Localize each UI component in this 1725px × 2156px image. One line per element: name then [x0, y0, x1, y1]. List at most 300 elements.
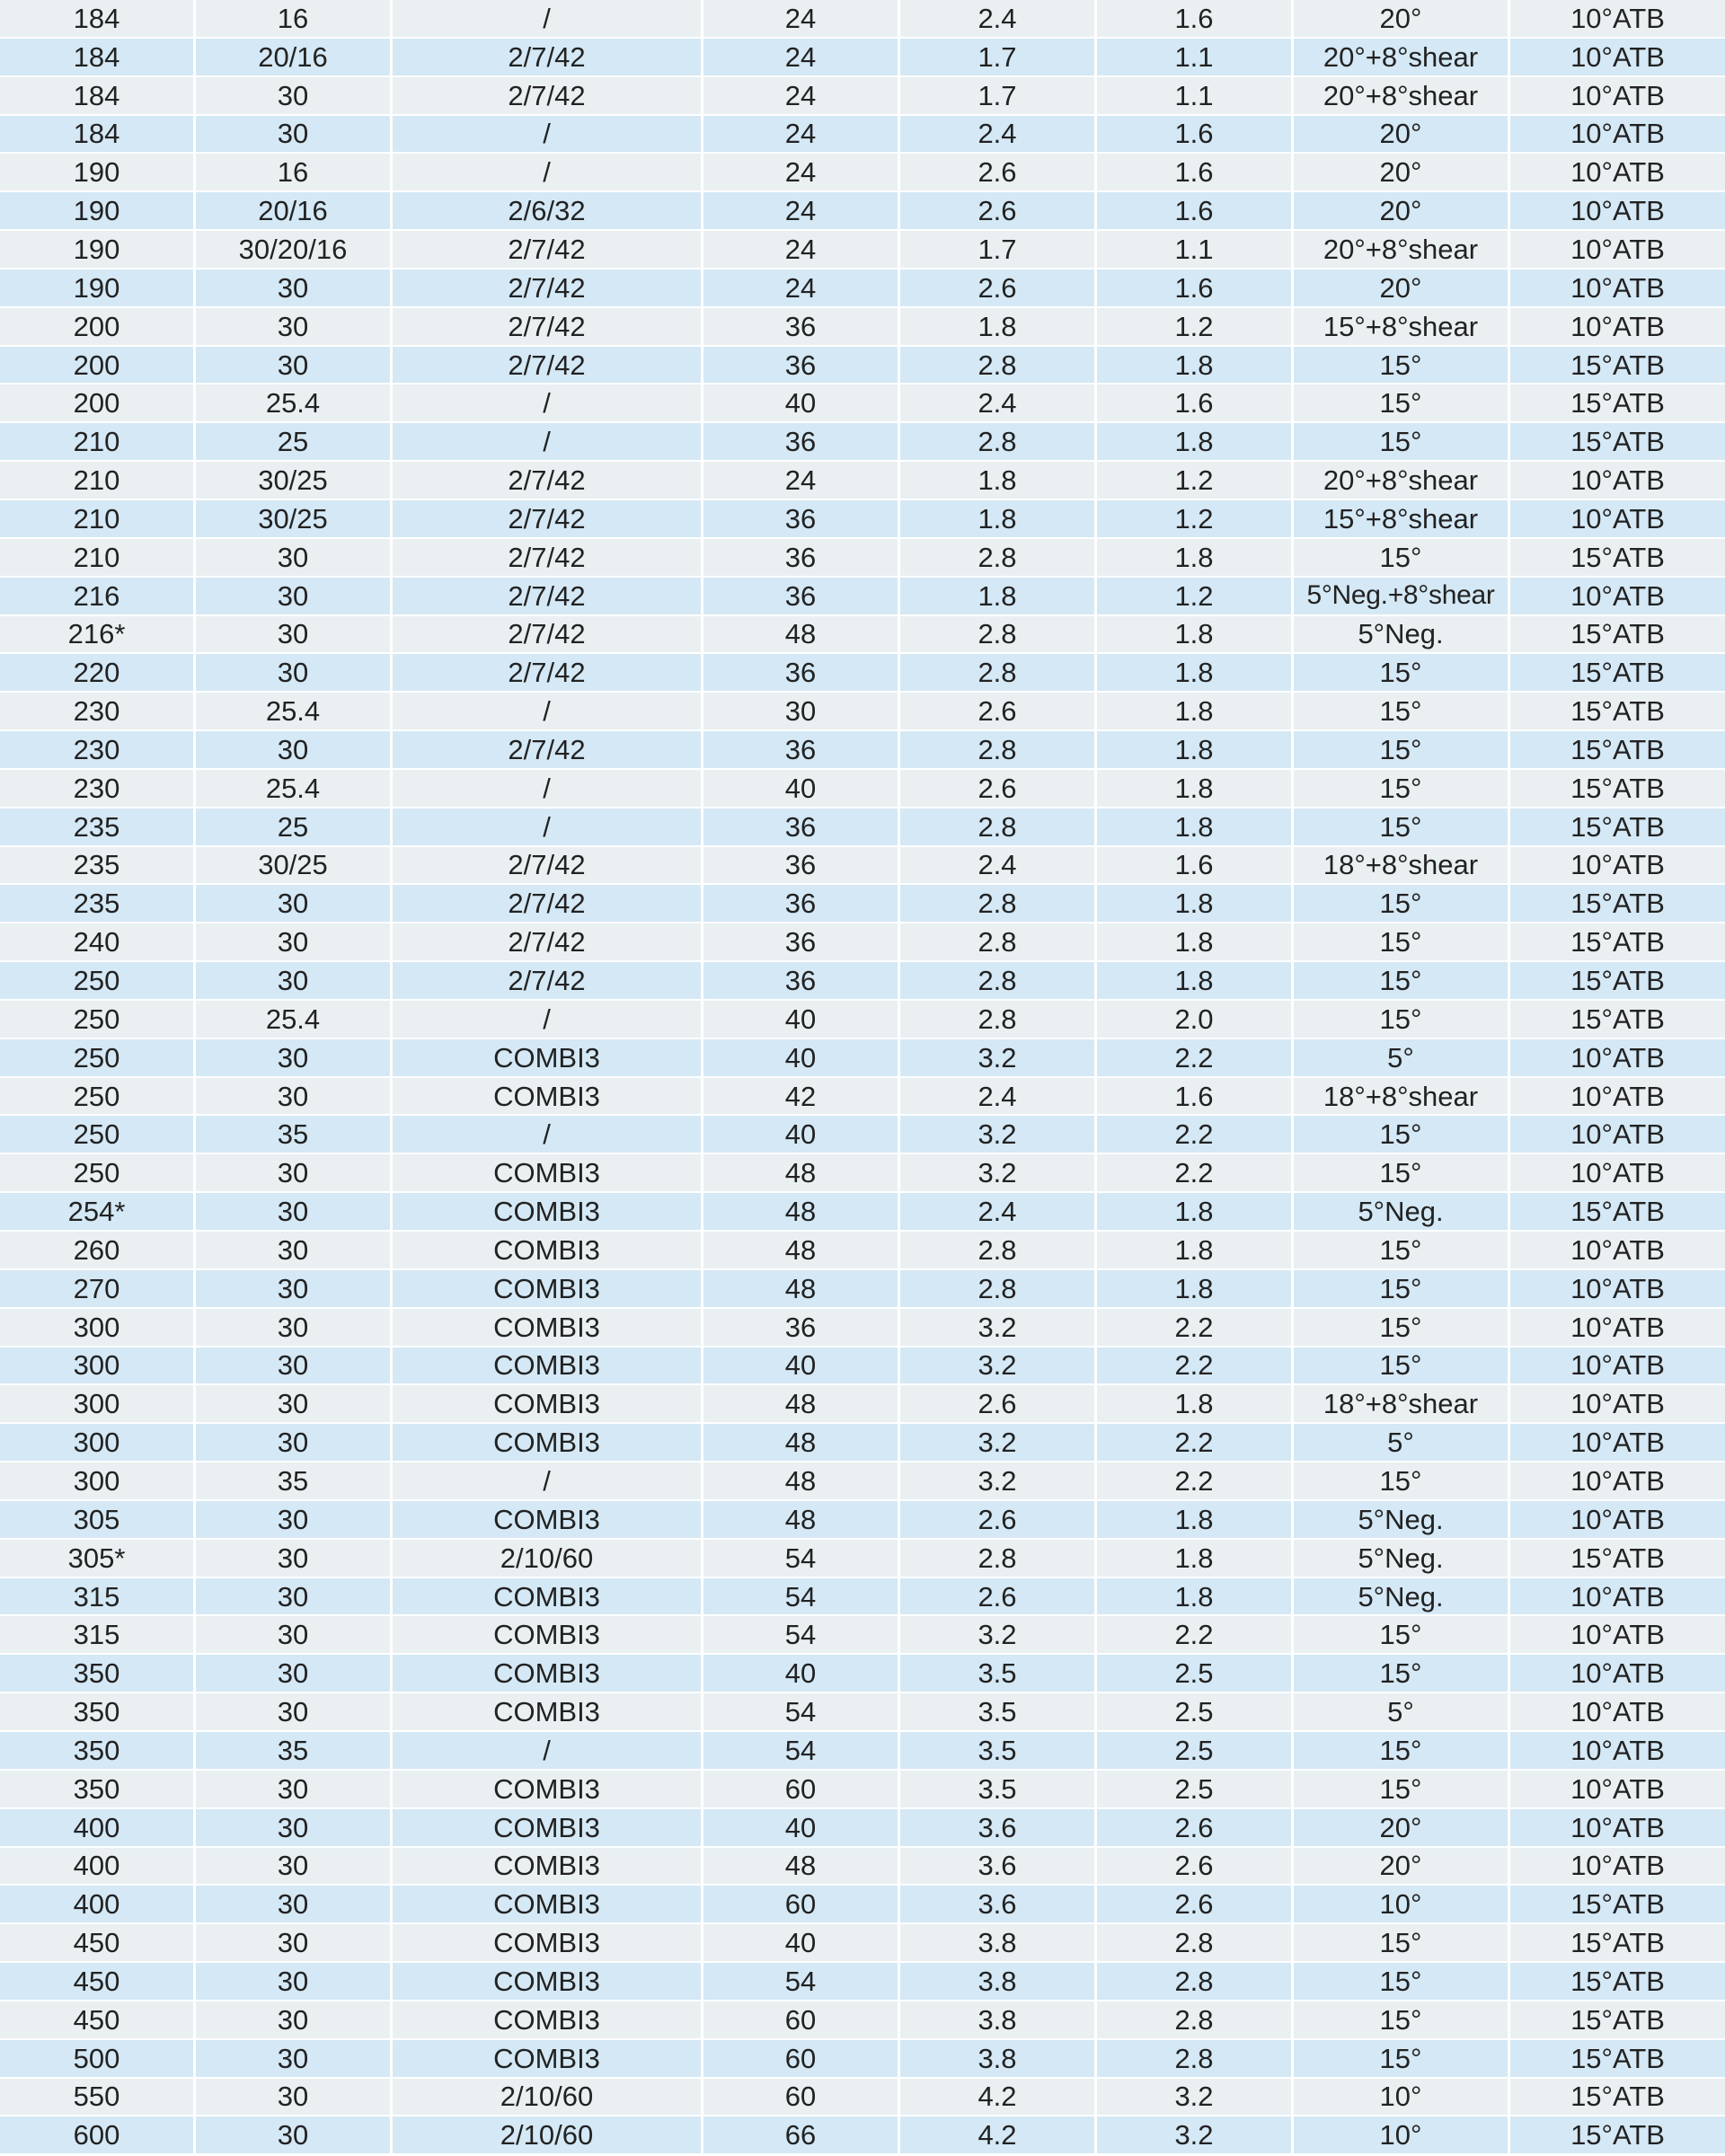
cell-teeth: 30 [703, 693, 900, 731]
cell-teeth: 48 [703, 1848, 900, 1886]
cell-teeth: 40 [703, 384, 900, 423]
table-row [0, 270, 1725, 308]
cell-kerf: 1.8 [900, 578, 1097, 616]
cell-plate: 1.2 [1097, 500, 1294, 539]
cell-diameter: 315 [0, 1616, 196, 1655]
cell-teeth: 24 [703, 77, 900, 116]
cell-diameter: 400 [0, 1809, 196, 1848]
cell-pin-holes: 2/7/42 [393, 39, 703, 77]
cell-diameter: 230 [0, 770, 196, 808]
cell-diameter: 210 [0, 500, 196, 539]
cell-diameter: 216 [0, 578, 196, 616]
cell-diameter: 200 [0, 347, 196, 385]
cell-hook-angle: 5°Neg. [1294, 1193, 1510, 1232]
cell-bore: 16 [196, 0, 393, 39]
cell-diameter: 235 [0, 885, 196, 923]
cell-bevel: 15°ATB [1510, 654, 1725, 693]
cell-bore: 25.4 [196, 693, 393, 731]
cell-teeth: 54 [703, 1540, 900, 1578]
table-row [0, 1693, 1725, 1732]
cell-bore: 30 [196, 270, 393, 308]
cell-bevel: 15°ATB [1510, 347, 1725, 385]
cell-pin-holes: COMBI3 [393, 1809, 703, 1848]
cell-diameter: 184 [0, 39, 196, 77]
cell-hook-angle: 15°+8°shear [1294, 500, 1510, 539]
cell-bore: 30 [196, 654, 393, 693]
cell-teeth: 54 [703, 1578, 900, 1617]
cell-teeth: 54 [703, 1963, 900, 2001]
cell-kerf: 2.8 [900, 423, 1097, 462]
cell-pin-holes: 2/7/42 [393, 654, 703, 693]
cell-plate: 2.8 [1097, 1963, 1294, 2001]
cell-plate: 2.2 [1097, 1462, 1294, 1501]
cell-plate: 1.2 [1097, 308, 1294, 347]
cell-kerf: 2.8 [900, 347, 1097, 385]
cell-bore: 30 [196, 2116, 393, 2155]
cell-diameter: 350 [0, 1655, 196, 1693]
table-row [0, 693, 1725, 731]
table-row [0, 1886, 1725, 1924]
cell-hook-angle: 15° [1294, 1001, 1510, 1039]
cell-bore: 30 [196, 77, 393, 116]
cell-plate: 1.1 [1097, 77, 1294, 116]
cell-teeth: 48 [703, 1193, 900, 1232]
cell-teeth: 48 [703, 1501, 900, 1540]
cell-pin-holes: / [393, 423, 703, 462]
cell-pin-holes: COMBI3 [393, 1154, 703, 1193]
cell-hook-angle: 15° [1294, 539, 1510, 578]
cell-bore: 30 [196, 2001, 393, 2040]
cell-teeth: 40 [703, 1001, 900, 1039]
cell-bore: 25 [196, 423, 393, 462]
cell-teeth: 40 [703, 1809, 900, 1848]
cell-hook-angle: 15° [1294, 1270, 1510, 1309]
cell-teeth: 36 [703, 923, 900, 962]
cell-diameter: 190 [0, 192, 196, 231]
table-row [0, 654, 1725, 693]
cell-bore: 30 [196, 116, 393, 155]
cell-kerf: 2.4 [900, 1078, 1097, 1117]
cell-pin-holes: COMBI3 [393, 1655, 703, 1693]
cell-kerf: 2.8 [900, 962, 1097, 1001]
cell-bore: 30 [196, 578, 393, 616]
cell-hook-angle: 20°+8°shear [1294, 462, 1510, 500]
cell-diameter: 216* [0, 616, 196, 655]
table-row [0, 539, 1725, 578]
cell-hook-angle: 5° [1294, 1693, 1510, 1732]
cell-diameter: 260 [0, 1232, 196, 1270]
table-row [0, 962, 1725, 1001]
cell-teeth: 24 [703, 0, 900, 39]
cell-kerf: 2.8 [900, 1001, 1097, 1039]
cell-plate: 2.2 [1097, 1154, 1294, 1193]
cell-bevel: 10°ATB [1510, 1848, 1725, 1886]
cell-pin-holes: COMBI3 [393, 1232, 703, 1270]
cell-bevel: 10°ATB [1510, 1348, 1725, 1386]
cell-bore: 30 [196, 1501, 393, 1540]
table-row [0, 2079, 1725, 2117]
table-row [0, 0, 1725, 39]
cell-diameter: 300 [0, 1385, 196, 1424]
table-row [0, 770, 1725, 808]
cell-pin-holes: COMBI3 [393, 1309, 703, 1348]
cell-hook-angle: 15° [1294, 1116, 1510, 1154]
cell-bevel: 15°ATB [1510, 770, 1725, 808]
cell-diameter: 350 [0, 1693, 196, 1732]
cell-pin-holes: COMBI3 [393, 1848, 703, 1886]
cell-hook-angle: 15° [1294, 654, 1510, 693]
cell-kerf: 3.2 [900, 1348, 1097, 1386]
cell-plate: 1.6 [1097, 270, 1294, 308]
cell-pin-holes: / [393, 1001, 703, 1039]
cell-bore: 30 [196, 885, 393, 923]
cell-bore: 30 [196, 1193, 393, 1232]
table-row [0, 1232, 1725, 1270]
cell-plate: 1.6 [1097, 847, 1294, 886]
cell-diameter: 190 [0, 231, 196, 270]
cell-hook-angle: 5°Neg. [1294, 616, 1510, 655]
cell-bevel: 15°ATB [1510, 616, 1725, 655]
cell-bevel: 10°ATB [1510, 192, 1725, 231]
cell-teeth: 48 [703, 616, 900, 655]
cell-hook-angle: 15° [1294, 2001, 1510, 2040]
cell-hook-angle: 20°+8°shear [1294, 39, 1510, 77]
cell-bevel: 15°ATB [1510, 2116, 1725, 2155]
cell-hook-angle: 15° [1294, 770, 1510, 808]
cell-bore: 30 [196, 1963, 393, 2001]
cell-plate: 1.8 [1097, 1232, 1294, 1270]
cell-pin-holes: 2/7/42 [393, 231, 703, 270]
cell-pin-holes: / [393, 1462, 703, 1501]
cell-bevel: 15°ATB [1510, 885, 1725, 923]
cell-kerf: 2.8 [900, 539, 1097, 578]
cell-hook-angle: 15° [1294, 1732, 1510, 1771]
cell-kerf: 1.8 [900, 500, 1097, 539]
cell-pin-holes: COMBI3 [393, 1963, 703, 2001]
cell-hook-angle: 15° [1294, 1655, 1510, 1693]
cell-pin-holes: / [393, 116, 703, 155]
cell-hook-angle: 10° [1294, 2079, 1510, 2117]
cell-pin-holes: COMBI3 [393, 1616, 703, 1655]
cell-kerf: 2.4 [900, 0, 1097, 39]
cell-kerf: 3.8 [900, 2040, 1097, 2079]
cell-bevel: 15°ATB [1510, 384, 1725, 423]
cell-pin-holes: COMBI3 [393, 1924, 703, 1963]
cell-teeth: 24 [703, 154, 900, 192]
cell-pin-holes: 2/6/32 [393, 192, 703, 231]
table-row [0, 500, 1725, 539]
table-row [0, 2040, 1725, 2079]
cell-pin-holes: 2/7/42 [393, 885, 703, 923]
cell-bore: 30 [196, 1232, 393, 1270]
cell-plate: 1.6 [1097, 192, 1294, 231]
cell-bore: 30 [196, 1154, 393, 1193]
cell-hook-angle: 15° [1294, 808, 1510, 847]
cell-plate: 1.8 [1097, 1385, 1294, 1424]
cell-pin-holes: / [393, 1116, 703, 1154]
cell-teeth: 48 [703, 1232, 900, 1270]
cell-plate: 1.8 [1097, 885, 1294, 923]
cell-pin-holes: COMBI3 [393, 1039, 703, 1078]
cell-kerf: 2.8 [900, 923, 1097, 962]
cell-plate: 2.5 [1097, 1693, 1294, 1732]
cell-pin-holes: 2/7/42 [393, 578, 703, 616]
cell-hook-angle: 15° [1294, 885, 1510, 923]
table-row [0, 1963, 1725, 2001]
cell-hook-angle: 5°Neg. [1294, 1501, 1510, 1540]
cell-bevel: 10°ATB [1510, 1578, 1725, 1617]
table-row [0, 847, 1725, 886]
cell-diameter: 550 [0, 2079, 196, 2117]
cell-teeth: 24 [703, 270, 900, 308]
cell-bore: 30 [196, 1540, 393, 1578]
cell-kerf: 1.7 [900, 77, 1097, 116]
cell-kerf: 3.6 [900, 1809, 1097, 1848]
table-row [0, 192, 1725, 231]
cell-hook-angle: 15° [1294, 2040, 1510, 2079]
cell-bevel: 15°ATB [1510, 1924, 1725, 1963]
cell-teeth: 36 [703, 539, 900, 578]
cell-bore: 20/16 [196, 39, 393, 77]
cell-hook-angle: 15° [1294, 347, 1510, 385]
cell-pin-holes: 2/10/60 [393, 2079, 703, 2117]
cell-bevel: 15°ATB [1510, 1001, 1725, 1039]
cell-teeth: 66 [703, 2116, 900, 2155]
cell-plate: 1.8 [1097, 1270, 1294, 1309]
table-row [0, 1116, 1725, 1154]
cell-pin-holes: 2/7/42 [393, 923, 703, 962]
cell-plate: 1.8 [1097, 654, 1294, 693]
cell-kerf: 2.4 [900, 116, 1097, 155]
cell-teeth: 54 [703, 1616, 900, 1655]
cell-teeth: 36 [703, 731, 900, 770]
cell-diameter: 250 [0, 1039, 196, 1078]
table-row [0, 1001, 1725, 1039]
cell-hook-angle: 20°+8°shear [1294, 231, 1510, 270]
cell-hook-angle: 15° [1294, 962, 1510, 1001]
table-row [0, 1501, 1725, 1540]
cell-plate: 1.8 [1097, 1193, 1294, 1232]
cell-plate: 1.6 [1097, 1078, 1294, 1117]
cell-hook-angle: 20° [1294, 0, 1510, 39]
table-row [0, 1348, 1725, 1386]
cell-bore: 30 [196, 1578, 393, 1617]
cell-bore: 25.4 [196, 770, 393, 808]
cell-kerf: 2.8 [900, 885, 1097, 923]
table-row [0, 384, 1725, 423]
cell-teeth: 36 [703, 423, 900, 462]
cell-hook-angle: 20° [1294, 116, 1510, 155]
cell-hook-angle: 20° [1294, 1848, 1510, 1886]
cell-pin-holes: COMBI3 [393, 1693, 703, 1732]
cell-bore: 30 [196, 1348, 393, 1386]
cell-bore: 30 [196, 616, 393, 655]
cell-teeth: 36 [703, 578, 900, 616]
cell-kerf: 3.5 [900, 1693, 1097, 1732]
cell-bore: 30 [196, 1693, 393, 1732]
cell-bevel: 10°ATB [1510, 500, 1725, 539]
cell-pin-holes: / [393, 154, 703, 192]
cell-kerf: 2.8 [900, 1540, 1097, 1578]
cell-diameter: 400 [0, 1848, 196, 1886]
cell-bore: 30 [196, 2079, 393, 2117]
table-row [0, 1924, 1725, 1963]
cell-pin-holes: 2/10/60 [393, 2116, 703, 2155]
cell-hook-angle: 18°+8°shear [1294, 1078, 1510, 1117]
table-row [0, 1039, 1725, 1078]
cell-bore: 30 [196, 1270, 393, 1309]
cell-bore: 20/16 [196, 192, 393, 231]
cell-kerf: 3.2 [900, 1154, 1097, 1193]
cell-kerf: 1.7 [900, 39, 1097, 77]
cell-teeth: 40 [703, 1116, 900, 1154]
cell-pin-holes: 2/7/42 [393, 77, 703, 116]
cell-kerf: 3.5 [900, 1655, 1097, 1693]
cell-plate: 1.1 [1097, 39, 1294, 77]
table-row [0, 923, 1725, 962]
cell-hook-angle: 5°Neg. [1294, 1578, 1510, 1617]
cell-kerf: 2.4 [900, 384, 1097, 423]
cell-teeth: 48 [703, 1462, 900, 1501]
cell-kerf: 2.6 [900, 154, 1097, 192]
cell-bore: 30 [196, 1809, 393, 1848]
cell-bore: 30/25 [196, 847, 393, 886]
cell-hook-angle: 15° [1294, 1616, 1510, 1655]
cell-kerf: 2.8 [900, 731, 1097, 770]
cell-bevel: 15°ATB [1510, 2040, 1725, 2079]
table-row [0, 808, 1725, 847]
table-row [0, 1732, 1725, 1771]
cell-kerf: 3.8 [900, 2001, 1097, 2040]
cell-plate: 1.1 [1097, 231, 1294, 270]
cell-bevel: 10°ATB [1510, 231, 1725, 270]
cell-diameter: 450 [0, 2001, 196, 2040]
table-row [0, 308, 1725, 347]
cell-teeth: 42 [703, 1078, 900, 1117]
cell-hook-angle: 15° [1294, 1771, 1510, 1809]
cell-plate: 1.8 [1097, 423, 1294, 462]
cell-diameter: 400 [0, 1886, 196, 1924]
table-row [0, 1578, 1725, 1617]
table-row [0, 39, 1725, 77]
cell-diameter: 270 [0, 1270, 196, 1309]
cell-plate: 2.5 [1097, 1655, 1294, 1693]
cell-teeth: 60 [703, 2001, 900, 2040]
cell-bevel: 10°ATB [1510, 1655, 1725, 1693]
cell-kerf: 2.8 [900, 1270, 1097, 1309]
cell-plate: 1.8 [1097, 731, 1294, 770]
cell-plate: 1.8 [1097, 1578, 1294, 1617]
cell-hook-angle: 5°Neg.+8°shear [1294, 578, 1510, 616]
cell-plate: 3.2 [1097, 2116, 1294, 2155]
cell-diameter: 300 [0, 1462, 196, 1501]
cell-plate: 2.2 [1097, 1039, 1294, 1078]
cell-bevel: 15°ATB [1510, 731, 1725, 770]
table-row [0, 1655, 1725, 1693]
cell-bevel: 10°ATB [1510, 1116, 1725, 1154]
cell-pin-holes: / [393, 808, 703, 847]
cell-bore: 30 [196, 1924, 393, 1963]
cell-bevel: 10°ATB [1510, 578, 1725, 616]
cell-teeth: 36 [703, 1309, 900, 1348]
cell-bevel: 10°ATB [1510, 847, 1725, 886]
cell-bevel: 10°ATB [1510, 1501, 1725, 1540]
cell-bevel: 10°ATB [1510, 308, 1725, 347]
cell-hook-angle: 20° [1294, 1809, 1510, 1848]
table-row [0, 731, 1725, 770]
cell-plate: 1.8 [1097, 808, 1294, 847]
cell-bevel: 15°ATB [1510, 693, 1725, 731]
table-row [0, 1424, 1725, 1462]
cell-pin-holes: 2/7/42 [393, 847, 703, 886]
table-row [0, 2116, 1725, 2155]
cell-diameter: 190 [0, 154, 196, 192]
cell-kerf: 2.6 [900, 1501, 1097, 1540]
cell-diameter: 184 [0, 0, 196, 39]
cell-pin-holes: COMBI3 [393, 1886, 703, 1924]
table-row [0, 1540, 1725, 1578]
cell-teeth: 24 [703, 39, 900, 77]
cell-teeth: 36 [703, 808, 900, 847]
cell-diameter: 200 [0, 308, 196, 347]
cell-pin-holes: 2/10/60 [393, 1540, 703, 1578]
cell-hook-angle: 5°Neg. [1294, 1540, 1510, 1578]
cell-pin-holes: COMBI3 [393, 2040, 703, 2079]
cell-teeth: 48 [703, 1154, 900, 1193]
cell-bevel: 10°ATB [1510, 1462, 1725, 1501]
cell-diameter: 250 [0, 1001, 196, 1039]
cell-plate: 1.8 [1097, 962, 1294, 1001]
cell-pin-holes: / [393, 1732, 703, 1771]
cell-plate: 2.2 [1097, 1424, 1294, 1462]
cell-hook-angle: 20° [1294, 154, 1510, 192]
table-row [0, 423, 1725, 462]
cell-hook-angle: 15° [1294, 1154, 1510, 1193]
cell-bevel: 10°ATB [1510, 1693, 1725, 1732]
cell-teeth: 54 [703, 1693, 900, 1732]
cell-pin-holes: / [393, 384, 703, 423]
cell-plate: 2.8 [1097, 2040, 1294, 2079]
cell-bevel: 15°ATB [1510, 923, 1725, 962]
cell-plate: 1.6 [1097, 154, 1294, 192]
cell-bevel: 10°ATB [1510, 1771, 1725, 1809]
cell-diameter: 300 [0, 1424, 196, 1462]
cell-bevel: 15°ATB [1510, 1886, 1725, 1924]
cell-pin-holes: COMBI3 [393, 1270, 703, 1309]
table-row [0, 1848, 1725, 1886]
cell-plate: 1.8 [1097, 923, 1294, 962]
cell-pin-holes: / [393, 693, 703, 731]
cell-hook-angle: 15° [1294, 1348, 1510, 1386]
cell-bore: 30/25 [196, 500, 393, 539]
cell-bevel: 15°ATB [1510, 1540, 1725, 1578]
cell-kerf: 1.8 [900, 308, 1097, 347]
cell-diameter: 210 [0, 423, 196, 462]
cell-bore: 30 [196, 1385, 393, 1424]
cell-bevel: 15°ATB [1510, 539, 1725, 578]
cell-bevel: 10°ATB [1510, 1616, 1725, 1655]
cell-plate: 1.8 [1097, 770, 1294, 808]
cell-pin-holes: COMBI3 [393, 1578, 703, 1617]
cell-bore: 30 [196, 1848, 393, 1886]
cell-kerf: 3.6 [900, 1886, 1097, 1924]
cell-diameter: 210 [0, 539, 196, 578]
cell-bore: 30 [196, 923, 393, 962]
cell-bevel: 10°ATB [1510, 1309, 1725, 1348]
cell-kerf: 3.5 [900, 1771, 1097, 1809]
cell-bore: 30 [196, 539, 393, 578]
cell-bevel: 10°ATB [1510, 77, 1725, 116]
